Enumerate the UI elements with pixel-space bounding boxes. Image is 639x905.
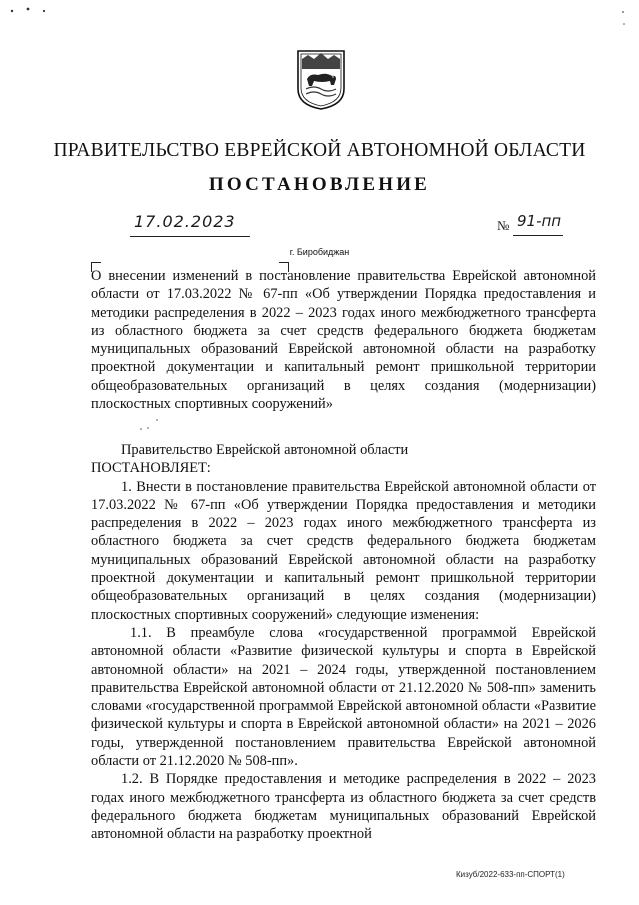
handwritten-number: 91-пп: [517, 212, 562, 230]
scan-speck: [43, 10, 45, 12]
footer-document-code: Кизуб/2022-633-пп-СПОРТ(1): [456, 870, 565, 879]
document-subject: О внесении изменений в постановление правительства Еврейской автономной области от 17.03.2022 № 67-пп «Об утверждении Порядка предоставления и методики распределения в 2022 – 2023 годах иного межбюджетного трансферта из областного бюджета за счет средств федерального бюджета бюджетам муниципальных образований Еврейской автономной области на разработку проектной документации и капитальный ремонт пришкольной территории общеобразовательных организаций в целях создания (модернизации) плоскостных спортивных сооружений»: [91, 268, 596, 413]
scan-speck: [147, 427, 149, 429]
item-1-paragraph: 1. Внести в постановление правительства Еврейской автономной области от 17.03.2022 № 67-пп «Об утверждении Порядка предоставления и методики распределения в 2022 – 2023 годах иного межбюджетного трансферта из областного бюджета за счет средств федерального бюджета бюджетам муниципальных образований Еврейской автономной области на разработку проектной документации и капитальный ремонт пришкольной территории общеобразовательных организаций в целях создания (модернизации) плоскостных спортивных сооружений» следующие изменения:: [91, 478, 596, 623]
organization-title: ПРАВИТЕЛЬСТВО ЕВРЕЙСКОЙ АВТОНОМНОЙ ОБЛАСТИ: [53, 140, 586, 161]
number-line: [513, 214, 563, 236]
item-1-2-paragraph: 1.2. В Порядке предоставления и методике распределения в 2022 – 2023 годах иного межбюджетного трансферта из областного бюджета за счет средств федерального бюджета бюджетам муниципальных образований Еврейской автономной области на разработку проектной: [91, 771, 596, 843]
scan-speck: [140, 428, 142, 430]
document-type-title: ПОСТАНОВЛЕНИЕ: [208, 174, 431, 195]
item-1-1-paragraph: 1.1. В преамбуле слова «государственной программой Еврейской автономной области «Развитие физической культуры и спорта в Еврейской автономной области» на 2021 – 2024 годы, утвержденной постановлением правительства Еврейской автономной области от 21.12.2020 № 508-пп» заменить словами «государственной программой Еврейской автономной области «Развитие физической культуры и спорта в Еврейской автономной области» на 2021 – 2026 годы, утвержденной постановлением правительства Еврейской автономной области от 21.12.2020 № 508-пп».: [91, 624, 596, 770]
city-label: г. Биробиджан: [289, 247, 350, 257]
scan-speck: [11, 10, 13, 12]
number-sign: №: [497, 218, 510, 233]
intro-paragraph: Правительство Еврейской автономной области: [121, 442, 409, 458]
document-number-field: [497, 214, 563, 236]
document-body: [91, 441, 596, 844]
date-field: [130, 214, 250, 237]
tiger-eye: [332, 76, 333, 77]
scan-speck: [156, 419, 158, 421]
resolves-heading: ПОСТАНОВЛЯЕТ:: [91, 460, 211, 477]
scan-speck: [622, 11, 624, 13]
scan-speck: [623, 23, 625, 25]
scan-speck: [27, 8, 30, 11]
coat-of-arms-icon: [296, 49, 346, 111]
handwritten-date: 17.02.2023: [134, 212, 236, 231]
